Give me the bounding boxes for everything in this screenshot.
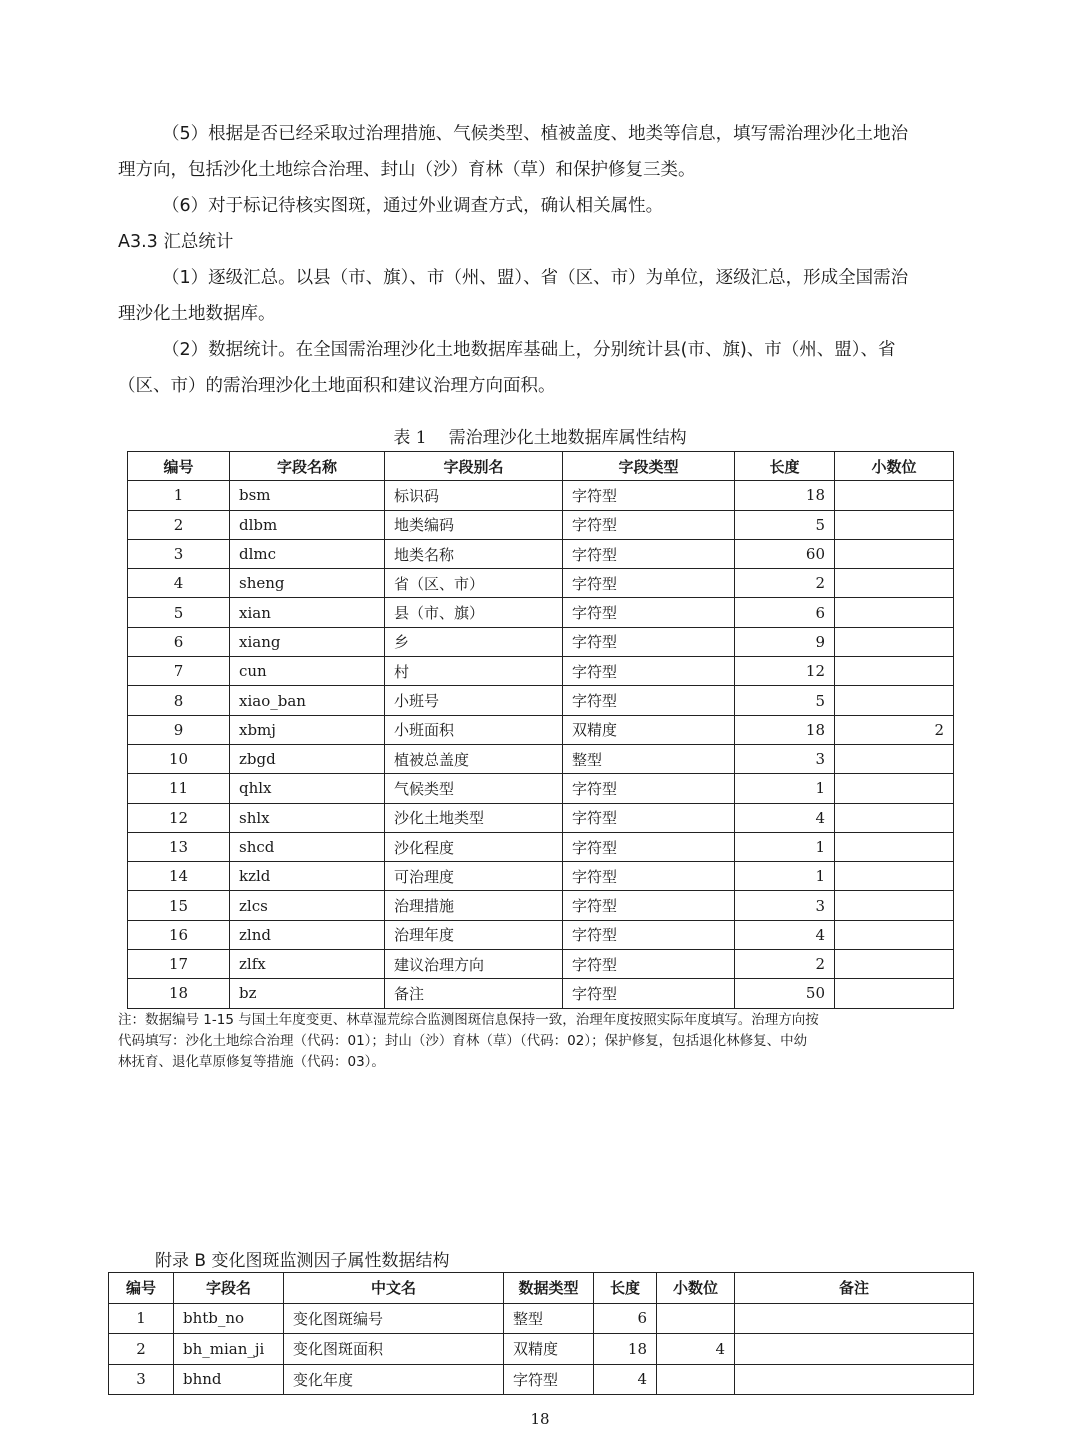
table-cell: zlnd xyxy=(230,920,385,949)
paragraph-line: （5）根据是否已经采取过治理措施、气候类型、植被盖度、地类等信息，填写需治理沙化土地治 xyxy=(162,124,909,144)
table-cell: 字符型 xyxy=(563,510,735,539)
table-cell: zbgd xyxy=(230,744,385,773)
table-cell: 3 xyxy=(128,539,230,568)
table-row xyxy=(128,627,954,656)
table-cell: 1 xyxy=(735,832,835,861)
table-cell: 县（市、旗） xyxy=(385,598,563,627)
table-cell xyxy=(835,950,954,979)
table-cell: 地类名称 xyxy=(385,539,563,568)
table-cell: 字符型 xyxy=(563,979,735,1008)
table-cell: 整型 xyxy=(563,744,735,773)
table-row xyxy=(128,569,954,598)
table-row xyxy=(128,539,954,568)
paragraph-line: 理沙化土地数据库。 xyxy=(118,304,276,324)
paragraph-6 xyxy=(118,188,963,224)
table-cell: 标识码 xyxy=(385,481,563,510)
table-cell: 植被总盖度 xyxy=(385,744,563,773)
table-cell: 字符型 xyxy=(563,774,735,803)
table-cell xyxy=(835,891,954,920)
table-cell: cun xyxy=(230,657,385,686)
column-header: 数据类型 xyxy=(504,1273,594,1304)
table-cell xyxy=(657,1303,735,1334)
table-cell: 4 xyxy=(128,569,230,598)
table-cell: 6 xyxy=(735,598,835,627)
table-cell xyxy=(835,832,954,861)
table-cell: bhnd xyxy=(174,1364,284,1395)
table-cell: 5 xyxy=(735,510,835,539)
table-cell: 1 xyxy=(128,481,230,510)
table-cell: 18 xyxy=(735,715,835,744)
table-cell: 字符型 xyxy=(563,950,735,979)
column-header: 编号 xyxy=(128,452,230,481)
table1-caption-title: 需治理沙化土地数据库属性结构 xyxy=(448,428,687,448)
table-cell: 2 xyxy=(109,1334,174,1365)
table-cell: 变化图斑编号 xyxy=(284,1303,504,1334)
table-cell: 16 xyxy=(128,920,230,949)
table-cell: 6 xyxy=(128,627,230,656)
table-cell: 治理年度 xyxy=(385,920,563,949)
column-header: 字段别名 xyxy=(385,452,563,481)
table-header-row xyxy=(128,452,954,481)
note-line: 代码填写：沙化土地综合治理（代码：01）；封山（沙）育林（草）（代码：02）；保护修复，包括退化林修复、中幼 xyxy=(118,1033,808,1049)
table-row xyxy=(128,950,954,979)
table-cell: 3 xyxy=(735,744,835,773)
table-cell: 字符型 xyxy=(563,598,735,627)
paragraph-line: （1）逐级汇总。以县（市、旗）、市（州、盟）、省（区、市）为单位，逐级汇总，形成全国需治 xyxy=(162,268,909,288)
table-cell: shcd xyxy=(230,832,385,861)
table-cell: 6 xyxy=(594,1303,657,1334)
table-cell: 2 xyxy=(128,510,230,539)
table-cell: 字符型 xyxy=(563,657,735,686)
column-header: 长度 xyxy=(735,452,835,481)
table-cell: 2 xyxy=(735,569,835,598)
table-cell: 2 xyxy=(835,715,954,744)
table-row xyxy=(128,598,954,627)
table-row xyxy=(128,481,954,510)
table-cell xyxy=(657,1364,735,1395)
table-cell xyxy=(835,862,954,891)
table-cell: 字符型 xyxy=(563,569,735,598)
table-cell xyxy=(835,774,954,803)
table-cell: 字符型 xyxy=(563,891,735,920)
table-cell: 小班号 xyxy=(385,686,563,715)
column-header: 小数位 xyxy=(835,452,954,481)
table-cell: bsm xyxy=(230,481,385,510)
table-cell: 字符型 xyxy=(563,920,735,949)
table-cell: bz xyxy=(230,979,385,1008)
table-cell: 4 xyxy=(735,920,835,949)
table-cell xyxy=(835,598,954,627)
table-cell: xiao_ban xyxy=(230,686,385,715)
table-row xyxy=(128,715,954,744)
table-cell xyxy=(835,657,954,686)
paragraph-line: 理方向，包括沙化土地综合治理、封山（沙）育林（草）和保护修复三类。 xyxy=(118,160,696,180)
table-cell: 18 xyxy=(594,1334,657,1365)
table-cell: kzld xyxy=(230,862,385,891)
table-cell: 2 xyxy=(735,950,835,979)
table-cell: xiang xyxy=(230,627,385,656)
table-cell xyxy=(835,510,954,539)
table-cell: 备注 xyxy=(385,979,563,1008)
table-row xyxy=(128,891,954,920)
paragraph-summary-2 xyxy=(118,332,963,404)
table-cell: qhlx xyxy=(230,774,385,803)
table-row xyxy=(128,686,954,715)
paragraph-line: （区、市）的需治理沙化土地面积和建议治理方向面积。 xyxy=(118,376,556,396)
table-header-row xyxy=(109,1273,974,1304)
table-cell: 1 xyxy=(109,1303,174,1334)
table-cell: 4 xyxy=(735,803,835,832)
paragraph-summary-1 xyxy=(118,260,963,332)
table-cell xyxy=(835,686,954,715)
table-cell: shlx xyxy=(230,803,385,832)
table-cell: 字符型 xyxy=(563,686,735,715)
table-cell: zlcs xyxy=(230,891,385,920)
table-row xyxy=(128,803,954,832)
table-cell: 50 xyxy=(735,979,835,1008)
table-cell: 12 xyxy=(128,803,230,832)
table-cell xyxy=(835,539,954,568)
table1-caption xyxy=(0,423,1080,448)
column-header: 编号 xyxy=(109,1273,174,1304)
table-cell xyxy=(835,744,954,773)
column-header: 字段类型 xyxy=(563,452,735,481)
table-row xyxy=(128,862,954,891)
table-cell: dlmc xyxy=(230,539,385,568)
table-cell: 18 xyxy=(735,481,835,510)
table-cell: 沙化土地类型 xyxy=(385,803,563,832)
table-cell: 字符型 xyxy=(563,481,735,510)
table-row xyxy=(128,979,954,1008)
table-cell: 可治理度 xyxy=(385,862,563,891)
section-heading: A3.3 汇总统计 xyxy=(118,232,234,252)
table-cell: 字符型 xyxy=(563,862,735,891)
paragraph-line: （2）数据统计。在全国需治理沙化土地数据库基础上，分别统计县(市、旗)、市（州、盟）、省 xyxy=(162,340,896,360)
table-cell: 7 xyxy=(128,657,230,686)
column-header: 中文名 xyxy=(284,1273,504,1304)
table-row xyxy=(109,1334,974,1365)
paragraph-line: （6）对于标记待核实图斑，通过外业调查方式，确认相关属性。 xyxy=(162,196,664,216)
table-cell: 3 xyxy=(735,891,835,920)
table-cell: dlbm xyxy=(230,510,385,539)
table-cell: 9 xyxy=(735,627,835,656)
table-cell: 村 xyxy=(385,657,563,686)
column-header: 备注 xyxy=(735,1273,974,1304)
table-cell: 12 xyxy=(735,657,835,686)
table-cell: 60 xyxy=(735,539,835,568)
note-line: 林抚育、退化草原修复等措施（代码：03）。 xyxy=(118,1054,385,1070)
attribute-structure-table xyxy=(127,451,954,1009)
table-cell: 字符型 xyxy=(563,803,735,832)
table-cell: 3 xyxy=(109,1364,174,1395)
table-row xyxy=(128,510,954,539)
table-cell: 字符型 xyxy=(563,539,735,568)
table-cell xyxy=(835,920,954,949)
table-cell: 1 xyxy=(735,862,835,891)
table-cell: 双精度 xyxy=(504,1334,594,1365)
table-cell: 1 xyxy=(735,774,835,803)
change-patch-table xyxy=(108,1272,974,1395)
table-cell: 省（区、市） xyxy=(385,569,563,598)
table-cell: 字符型 xyxy=(563,627,735,656)
table-cell xyxy=(735,1303,974,1334)
table-cell: 18 xyxy=(128,979,230,1008)
table-cell: 17 xyxy=(128,950,230,979)
table-cell: 气候类型 xyxy=(385,774,563,803)
table-cell xyxy=(835,569,954,598)
table-row xyxy=(128,832,954,861)
table-cell: 治理措施 xyxy=(385,891,563,920)
column-header: 字段名称 xyxy=(230,452,385,481)
table-cell xyxy=(835,803,954,832)
table-cell xyxy=(735,1364,974,1395)
table-cell: xbmj xyxy=(230,715,385,744)
table-cell: 变化图斑面积 xyxy=(284,1334,504,1365)
table-cell: 双精度 xyxy=(563,715,735,744)
table-cell: 13 xyxy=(128,832,230,861)
table-cell xyxy=(735,1334,974,1365)
table-cell: xian xyxy=(230,598,385,627)
column-header: 小数位 xyxy=(657,1273,735,1304)
table-cell: 字符型 xyxy=(563,832,735,861)
table-cell: zlfx xyxy=(230,950,385,979)
table-cell: 5 xyxy=(735,686,835,715)
table-cell: 4 xyxy=(594,1364,657,1395)
table-row xyxy=(128,744,954,773)
table-cell: sheng xyxy=(230,569,385,598)
table-cell: 乡 xyxy=(385,627,563,656)
table-cell: 4 xyxy=(657,1334,735,1365)
table-cell: bhtb_no xyxy=(174,1303,284,1334)
table-cell: bh_mian_ji xyxy=(174,1334,284,1365)
table-row xyxy=(109,1364,974,1395)
table-cell: 8 xyxy=(128,686,230,715)
page-number: 18 xyxy=(530,1410,550,1428)
table-row xyxy=(128,920,954,949)
paragraph-5 xyxy=(118,116,963,188)
table-cell xyxy=(835,481,954,510)
table1-note xyxy=(118,1010,968,1073)
table-cell: 11 xyxy=(128,774,230,803)
table-cell xyxy=(835,627,954,656)
table-cell: 整型 xyxy=(504,1303,594,1334)
table-cell xyxy=(835,979,954,1008)
table-cell: 9 xyxy=(128,715,230,744)
table-cell: 5 xyxy=(128,598,230,627)
note-line: 注：数据编号 1-15 与国土年度变更、林草湿荒综合监测图斑信息保持一致，治理年度按照实际年度填写。治理方向按 xyxy=(118,1012,819,1028)
table-cell: 14 xyxy=(128,862,230,891)
table-cell: 地类编码 xyxy=(385,510,563,539)
table-cell: 10 xyxy=(128,744,230,773)
table-cell: 小班面积 xyxy=(385,715,563,744)
table-row xyxy=(128,774,954,803)
column-header: 字段名 xyxy=(174,1273,284,1304)
column-header: 长度 xyxy=(594,1273,657,1304)
table-cell: 变化年度 xyxy=(284,1364,504,1395)
table-cell: 15 xyxy=(128,891,230,920)
table-cell: 沙化程度 xyxy=(385,832,563,861)
table1-caption-label: 表 1 xyxy=(393,428,427,448)
table-row xyxy=(109,1303,974,1334)
table-cell: 建议治理方向 xyxy=(385,950,563,979)
table-row xyxy=(128,657,954,686)
appendix-b-caption: 附录 B 变化图斑监测因子属性数据结构 xyxy=(155,1251,450,1271)
table-cell: 字符型 xyxy=(504,1364,594,1395)
